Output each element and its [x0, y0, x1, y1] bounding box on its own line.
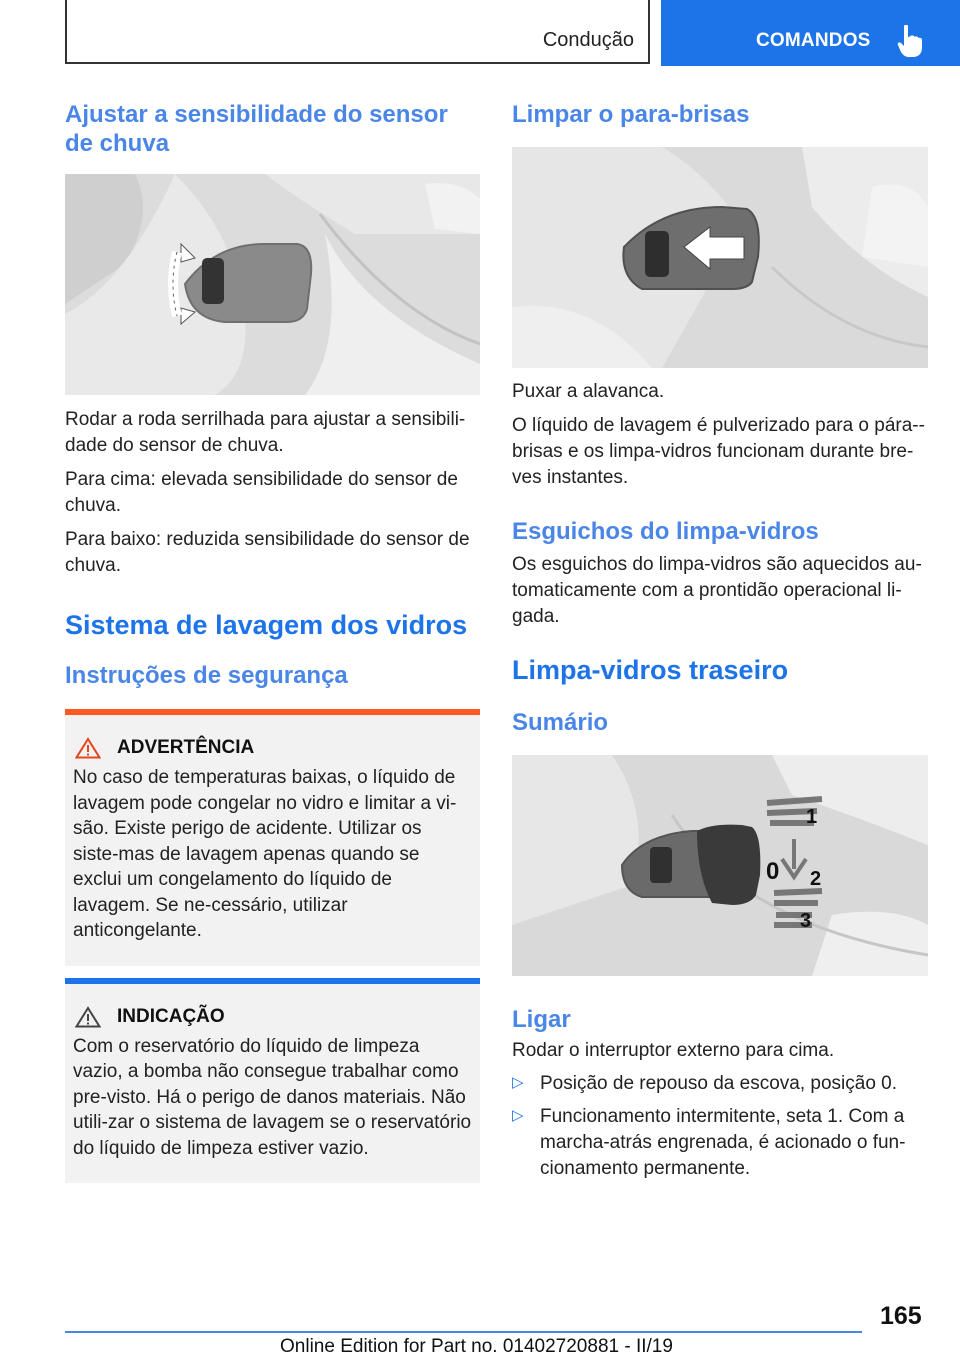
- safety-instructions-title: Instruções de segurança: [65, 662, 348, 689]
- position-3-label: 3: [800, 910, 812, 932]
- rain-sensor-wheel-photo: [65, 174, 480, 395]
- clean-windshield-title: Limpar o para-brisas: [512, 101, 750, 128]
- warning-text: No caso de temperaturas baixas, o líquido de lavagem pode congelar no vidro e limitar a vi-são. Existe perigo de acidente. Utilizar os siste-mas de lavagem apenas quando se exclui um congelamento do líquido de lavagem. Se ne-cessário, utilizar anticongelante.: [73, 767, 457, 941]
- position-0-label: 0: [766, 858, 780, 885]
- switch-on-text: Rodar o interruptor externo para cima.: [512, 1040, 835, 1061]
- bullet-text: Posição de repouso da escova, posição 0.: [540, 1073, 898, 1094]
- warning-box: [65, 709, 480, 966]
- header-section-box: [65, 0, 650, 64]
- bullet-text: Funcionamento intermitente, seta 1. Com a marcha-atrás engrenada, é acionado o fun-cionamento permanente.: [540, 1106, 906, 1179]
- switch-on-title: Ligar: [512, 1006, 571, 1033]
- clean-windshield-text-1: Puxar a alavanca.: [512, 381, 665, 402]
- rain-sensor-text-2: Para cima: elevada sensibilidade do sensor de chuva.: [65, 469, 458, 516]
- bullet-item: [512, 1071, 928, 1097]
- warning-title: ADVERTÊNCIA: [117, 737, 255, 758]
- rain-sensor-text-3: Para baixo: reduzida sensibilidade do sensor de chuva.: [65, 529, 470, 576]
- right-column: [512, 100, 928, 1182]
- rain-sensor-text-1: Rodar a roda serrilhada para ajustar a sensibili-dade do sensor de chuva.: [65, 409, 466, 456]
- position-2-label: 2: [810, 868, 822, 890]
- page-header: [0, 0, 960, 66]
- footer-divider: [65, 1331, 862, 1333]
- pointing-hand-icon: [897, 24, 923, 58]
- notice-triangle-icon: [75, 1006, 101, 1028]
- bullet-item: [512, 1104, 928, 1182]
- warning-triangle-icon: [75, 737, 101, 759]
- position-1-label: 1: [806, 806, 818, 828]
- rain-sensor-title: Ajustar a sensibilidade do sensor de chuva: [65, 101, 448, 157]
- left-column: [65, 100, 480, 1183]
- bullet-triangle-icon: ▷: [512, 1107, 524, 1124]
- wash-system-title: Sistema de lavagem dos vidros: [65, 610, 468, 640]
- rear-wiper-title: Limpa-vidros traseiro: [512, 655, 789, 685]
- header-section-title: Condução: [542, 29, 634, 51]
- windshield-lever-pull-photo: [512, 147, 928, 368]
- overview-title: Sumário: [512, 709, 609, 736]
- notice-text: Com o reservatório do líquido de limpeza vazio, a bomba não consegue trabalhar como pre-visto. Há o perigo de danos materiais. Não utili-zar o sistema de lavagem se o reservatório do líquido de limpeza estiver vazio.: [73, 1035, 472, 1159]
- header-chapter-title: COMANDOS: [756, 30, 871, 51]
- page-number: 165: [880, 1302, 922, 1330]
- bullet-triangle-icon: ▷: [512, 1074, 524, 1091]
- notice-box: [65, 978, 480, 1184]
- nozzles-title: Esguichos do limpa-vidros: [512, 518, 819, 545]
- header-chapter-tab: [661, 0, 960, 66]
- nozzles-text: Os esguichos do limpa-vidros são aquecidos au-tomaticamente com a prontidão operacional li-gada.: [512, 554, 922, 627]
- notice-title: INDICAÇÃO: [117, 1005, 225, 1027]
- clean-windshield-text-2: O líquido de lavagem é pulverizado para o pára--brisas e os limpa-vidros funcionam durante bre-ves instantes.: [512, 415, 925, 488]
- footer-edition: Online Edition for Part no. 01402720881 - II/19: [280, 1336, 673, 1357]
- rear-wiper-switch-photo: [512, 755, 928, 976]
